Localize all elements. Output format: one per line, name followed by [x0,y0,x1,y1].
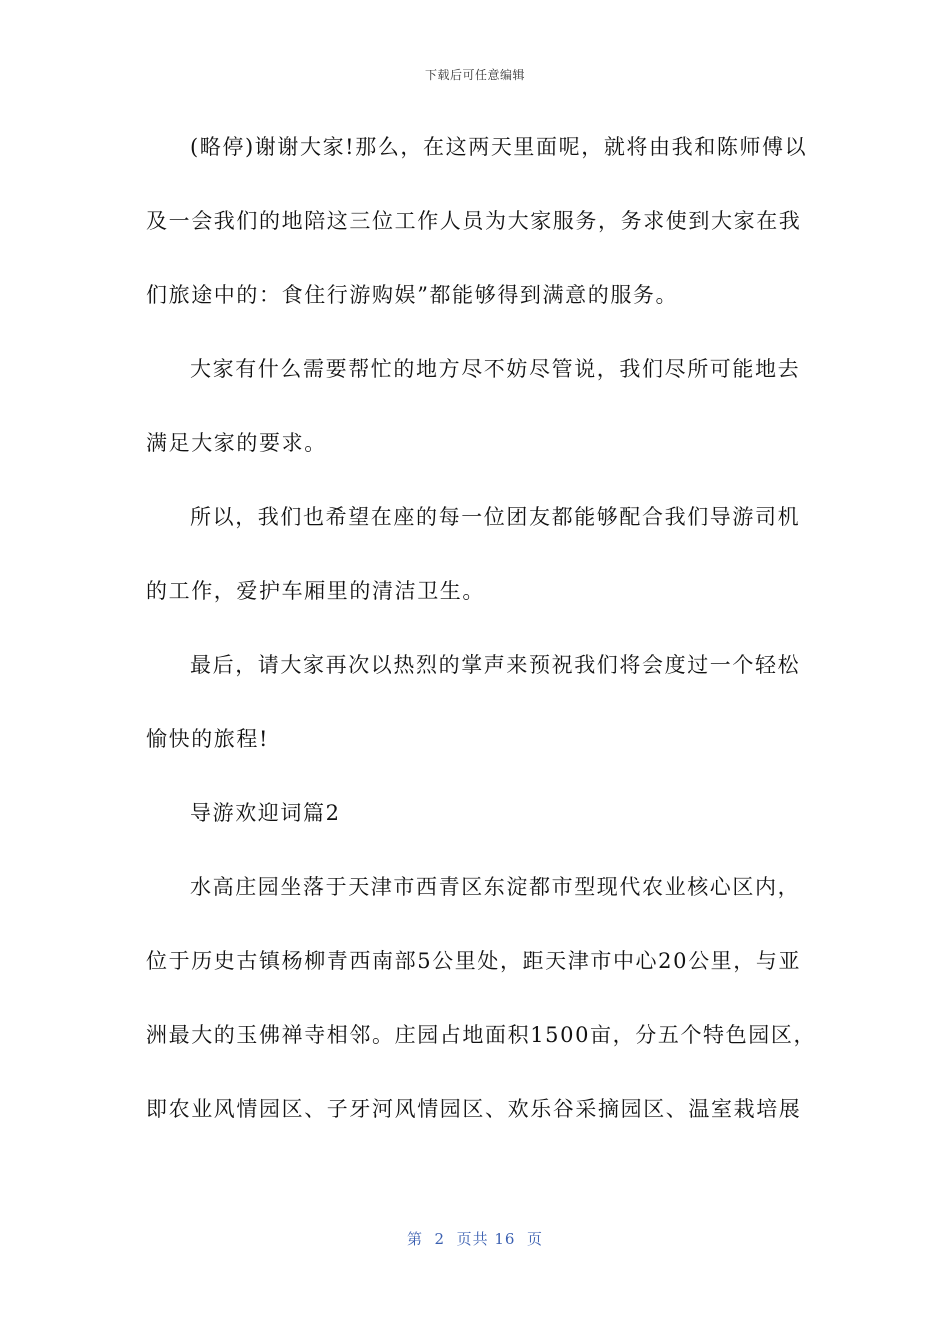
text-line: 们旅途中的：食住行游购娱”都能够得到满意的服务。 [146,283,679,307]
text-line: 的工作，爱护车厢里的清洁卫生。 [146,579,485,603]
text-line: 最后，请大家再次以热烈的掌声来预祝我们将会度过一个轻松 [190,653,801,677]
section-heading: 导游欢迎词篇2 [190,801,341,825]
text-line: 愉快的旅程! [146,727,270,751]
document-body [146,122,817,1158]
page-number-footer: 第 2 页共 16 页 [406,1230,543,1248]
text-line: 即农业风情园区、子牙河风情园区、欢乐谷采摘园区、温室栽培展 [146,1097,802,1121]
text-line: 所以，我们也希望在座的每一位团友都能够配合我们导游司机 [190,505,801,529]
text-line: 大家有什么需要帮忙的地方尽不妨尽管说，我们尽所可能地去 [190,357,801,381]
text-line: 洲最大的玉佛禅寺相邻。庄园占地面积1500亩，分五个特色园区， [146,1023,817,1047]
header-note: 下载后可任意编辑 [424,68,525,82]
text-line: 位于历史古镇杨柳青西南部5公里处，距天津市中心20公里，与亚 [146,949,802,973]
text-line: 满足大家的要求。 [146,431,327,455]
text-line: (略停)谢谢大家!那么，在这两天里面呢，就将由我和陈师傅以 [190,135,808,159]
text-line: 水高庄园坐落于天津市西青区东淀都市型现代农业核心区内， [190,875,801,899]
text-line: 及一会我们的地陪这三位工作人员为大家服务，务求使到大家在我 [146,209,802,233]
